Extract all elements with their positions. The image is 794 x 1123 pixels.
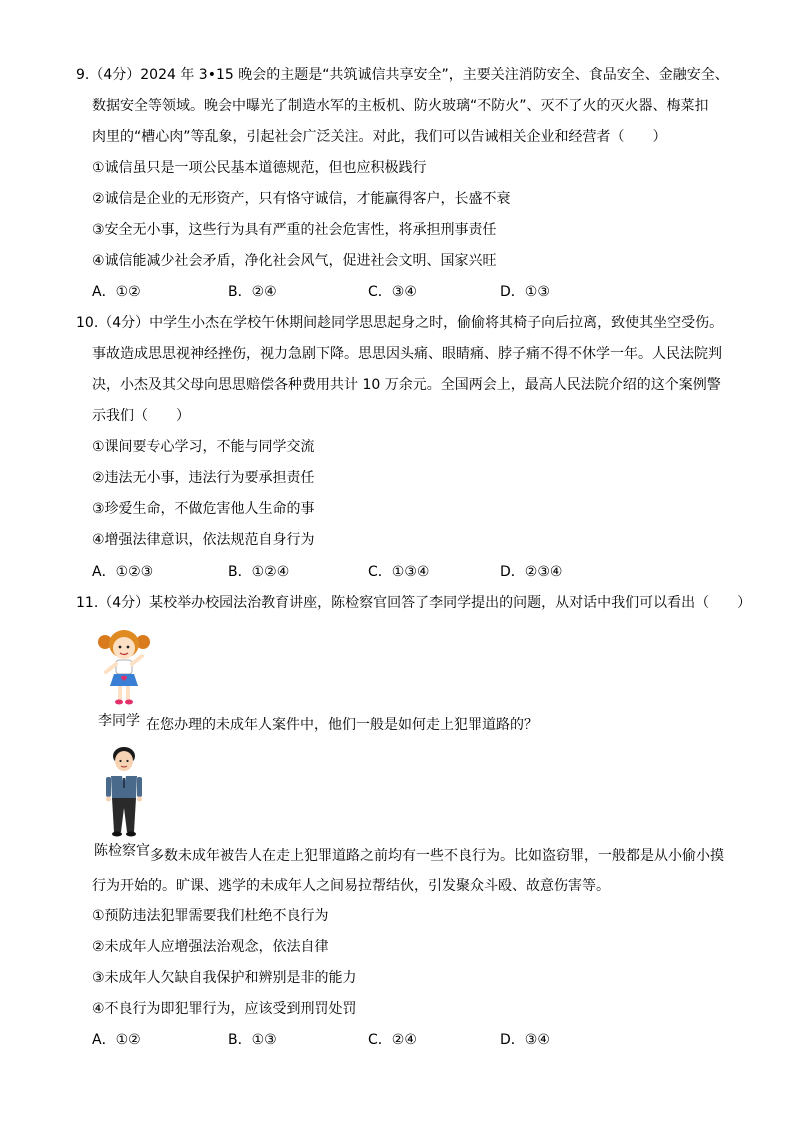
prosecutor-label: 陈检察官	[94, 843, 150, 859]
q10-option-b[interactable]: B．①②④	[228, 564, 290, 580]
q11-option-d[interactable]: D．③④	[500, 1032, 550, 1048]
q10-statement-1: ①课间要专心学习，不能与同学交流	[92, 439, 315, 455]
q9-option-a[interactable]: A．①②	[92, 284, 141, 300]
girl-student-icon	[96, 626, 152, 708]
q11-statement-4: ④不良行为即犯罪行为，应该受到刑罚处罚	[92, 1001, 357, 1017]
q10-option-a[interactable]: A．①②③	[92, 564, 154, 580]
q11-option-a[interactable]: A．①②	[92, 1032, 141, 1048]
q11-option-b[interactable]: B．①③	[228, 1032, 277, 1048]
q10-statement-4: ④增强法律意识，依法规范自身行为	[92, 532, 315, 548]
q9-option-c[interactable]: C．③④	[368, 284, 417, 300]
q9-line-2: 数据安全等领域。晚会中曝光了制造水军的主板机、防火玻璃“不防火”、灭不了火的灭火器、梅菜扣	[92, 98, 709, 114]
q9-option-b[interactable]: B．②④	[228, 284, 277, 300]
student-question: 在您办理的未成年人案件中，他们一般是如何走上犯罪道路的？	[146, 717, 538, 733]
q9-line-3: 肉里的“槽心肉”等乱象，引起社会广泛关注。对此，我们可以告诫相关企业和经营者（ ）	[92, 129, 667, 145]
q9-line-1: 9.（4分）2024 年 3•15 晚会的主题是“共筑诚信共享安全”，主要关注消防安全、食品安全、金融安全、	[76, 67, 729, 83]
q11-statement-2: ②未成年人应增强法治观念，依法自律	[92, 939, 329, 955]
q10-line-4: 示我们（ ）	[92, 408, 190, 424]
q10-option-c[interactable]: C．①③④	[368, 564, 430, 580]
q10-option-d[interactable]: D．②③④	[500, 564, 563, 580]
q9-statement-2: ②诚信是企业的无形资产，只有恪守诚信，才能赢得客户，长盛不衰	[92, 191, 511, 207]
q9-statement-4: ④诚信能减少社会矛盾，净化社会风气，促进社会文明、国家兴旺	[92, 253, 497, 269]
q9-option-d[interactable]: D．①③	[500, 284, 550, 300]
q11-statement-1: ①预防违法犯罪需要我们杜绝不良行为	[92, 908, 329, 924]
q11-option-c[interactable]: C．②④	[368, 1032, 417, 1048]
prosecutor-answer-1: 多数未成年被告人在走上犯罪道路之前均有一些不良行为。比如盗窃罪，一般都是从小偷小摸	[150, 848, 724, 864]
q10-line-1: 10.（4分）中学生小杰在学校午休期间趁同学思思起身之时，偷偷将其椅子向后拉离，致使其坐空受伤。	[76, 315, 724, 331]
q10-statement-3: ③珍爱生命，不做危害他人生命的事	[92, 501, 315, 517]
q9-statement-1: ①诚信虽只是一项公民基本道德规范，但也应积极践行	[92, 160, 427, 176]
q11-line-1: 11.（4分）某校举办校园法治教育讲座，陈检察官回答了李同学提出的问题，从对话中我们可以看出（ ）	[76, 595, 752, 611]
q9-statement-3: ③安全无小事，这些行为具有严重的社会危害性，将承担刑事责任	[92, 222, 497, 238]
q10-statement-2: ②违法无小事，违法行为要承担责任	[92, 470, 315, 486]
student-label: 李同学	[98, 713, 140, 729]
q10-line-2: 事故造成思思视神经挫伤，视力急剧下降。思思因头痛、眼睛痛、脖子痛不得不休学一年。人民法院判	[92, 346, 722, 362]
prosecutor-answer-2: 行为开始的。旷课、逃学的未成年人之间易拉帮结伙，引发聚众斗殴、故意伤害等。	[92, 878, 610, 894]
man-prosecutor-icon	[102, 746, 146, 838]
q10-line-3: 决，小杰及其父母向思思赔偿各种费用共计 10 万余元。全国两会上，最高人民法院介绍的这个案例警	[92, 377, 721, 393]
q11-statement-3: ③未成年人欠缺自我保护和辨别是非的能力	[92, 970, 357, 986]
